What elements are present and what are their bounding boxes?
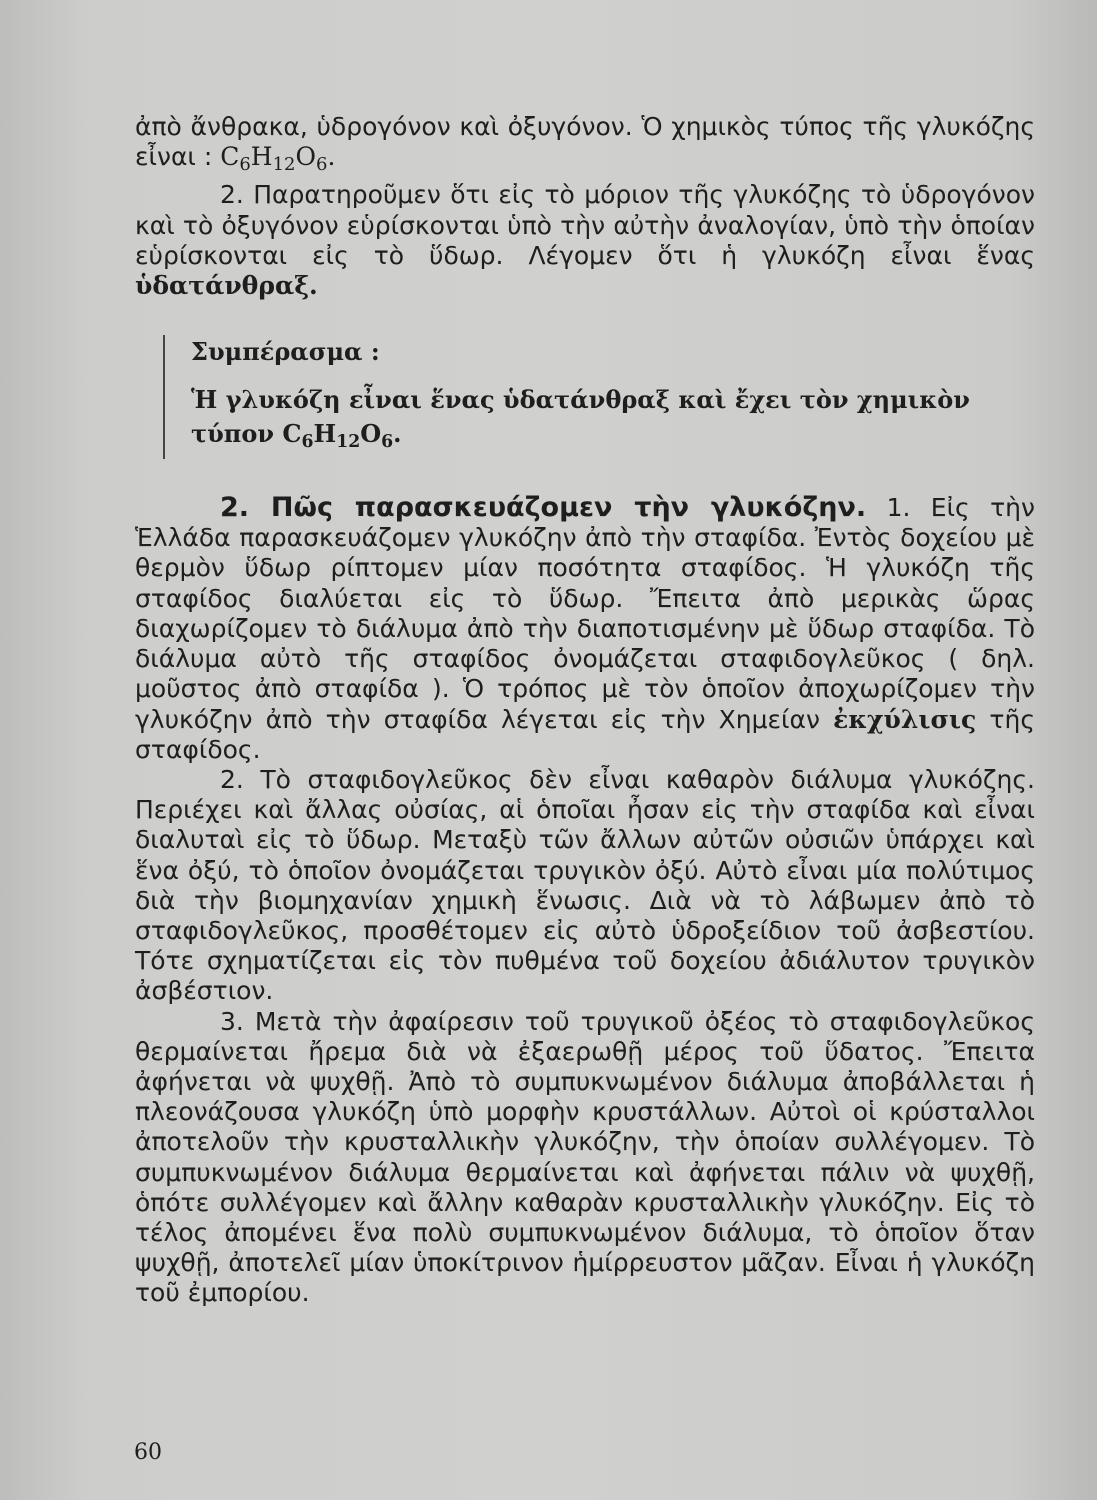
- section-p1-after: τῆς σταφίδος.: [135, 704, 1035, 764]
- section-paragraph-2: 2. Τὸ σταφιδογλεῦκος δὲν εἶναι καθαρὸν διάλυμα γλυκόζης. Περιέχει καὶ ἄλλας οὐσίας, αἱ ὁποῖαι ἦσαν εἰς τὴν σταφίδα καὶ εἶναι διαλυταὶ εἰς τὸ ὕδωρ. Μεταξὺ τῶν ἄλλων αὐτῶν οὐσιῶν ὑπάρχει καὶ ἕνα ὀξύ, τὸ ὁποῖον ὀνομάζεται τρυγικὸν ὀξύ. Αὐτὸ εἶναι μία πολύτιμος διὰ τὴν βιομηχανίαν χημικὴ ἕνωσις. Διὰ νὰ τὸ λάβωμεν ἀπὸ τὸ σταφιδογλεῦκος, προσθέτομεν εἰς αὐτὸ ὑδροξείδιον τοῦ ἀσβεστίου. Τότε σχηματίζεται εἰς τὸν πυθμένα τοῦ δοχείου ἀδιάλυτον τρυγικὸν ἀσβέστιον.: [135, 764, 1035, 1006]
- conclusion-text: Ἡ γλυκόζη εἶναι ἕνας ὑδατάνθραξ καὶ ἔχει τὸν χημικὸν τύπον: [191, 385, 970, 449]
- formula-h: H: [313, 419, 337, 449]
- formula-end: .: [327, 142, 336, 172]
- formula-o: O: [360, 419, 382, 449]
- formula-c-sub: 6: [239, 154, 251, 176]
- paragraph-2: [135, 180, 1035, 301]
- section-heading: 2. Πῶς παρασκευάζομεν τὴν γλυκόζην.: [220, 492, 867, 524]
- intro-paragraph: [135, 112, 1035, 180]
- formula-c-sub: 6: [301, 432, 314, 453]
- paragraph-2-text: 2. Παρατηροῦμεν ὅτι εἰς τὸ μόριον τῆς γλυκόζης τὸ ὑδρογόνον καὶ τὸ ὀξυγόνον εὑρίσκονται ὑπὸ τὴν αὐτὴν ἀναλογίαν, ὑπὸ τὴν ὁποίαν εὑρίσκονται εἰς τὸ ὕδωρ. Λέγομεν ὅτι ἡ γλυκόζη εἶναι ἕνας: [135, 180, 1035, 270]
- page-number: 60: [134, 1440, 162, 1465]
- formula-h: H: [250, 142, 273, 172]
- conclusion-box: [163, 335, 1035, 459]
- conclusion-formula: [282, 419, 402, 453]
- section-paragraph-3: 3. Μετὰ τὴν ἀφαίρεσιν τοῦ τρυγικοῦ ὀξέος τὸ σταφιδογλεῦκος θερμαίνεται ἤρεμα διὰ νὰ ἐξαερωθῇ μέρος τοῦ ὕδατος. Ἔπειτα ἀφήνεται νὰ ψυχθῇ. Ἀπὸ τὸ συμπυκνωμένον διάλυμα ἀποβάλλεται ἡ πλεονάζουσα γλυκόζη ὑπὸ μορφὴν κρυστάλλων. Αὐτοὶ οἱ κρύσταλλοι ἀποτελοῦν τὴν κρυσταλλικὴν γλυκόζην, τὴν ὁποίαν συλλέγομεν. Τὸ συμπυκνωμένον διάλυμα θερμαίνεται καὶ ἀφήνεται πάλιν νὰ ψυχθῇ, ὁπότε συλλέγομεν καὶ ἄλλην καθαρὰν κρυσταλλικὴν γλυκόζην. Εἰς τὸ τέλος ἀπομένει ἕνα πολὺ συμπυκνωμένον διάλυμα, τὸ ὁποῖον ὅταν ψυχθῇ, ἀποτελεῖ μίαν ὑποκίτρινον ἡμίρρευστον μᾶζαν. Εἶναι ἡ γλυκόζη τοῦ ἐμπορίου.: [135, 1006, 1035, 1308]
- formula-o: O: [295, 142, 317, 172]
- extraction-term: ἐκχύλισις: [833, 704, 977, 734]
- formula-end: .: [393, 419, 402, 449]
- formula-c: C: [282, 419, 302, 449]
- carbohydrate-term: ὑδατάνθραξ.: [135, 271, 318, 301]
- formula-o-sub: 6: [381, 432, 394, 453]
- formula-o-sub: 6: [316, 154, 328, 176]
- conclusion-title: Συμπέρασμα :: [191, 337, 380, 367]
- section-paragraph-1: [135, 493, 1035, 765]
- conclusion-body: [191, 383, 1035, 459]
- intro-text: ἀπὸ ἄνθρακα, ὑδρογόνον καὶ ὀξυγόνον. Ὁ χημικὸς τύπος τῆς γλυκόζης εἶναι :: [135, 112, 1035, 172]
- formula-c: C: [220, 142, 240, 172]
- formula-h-sub: 12: [272, 154, 296, 176]
- section-preparation: [135, 493, 1035, 1308]
- glucose-formula: [220, 142, 336, 176]
- page-body: [135, 112, 1035, 1309]
- section-p1-before: 1. Εἰς τὴν Ἑλλάδα παρασκευάζομεν γλυκόζην ἀπὸ τὴν σταφίδα. Ἐντὸς δοχείου μὲ θερμὸν ὕδωρ ρίπτομεν μίαν ποσότητα σταφίδος. Ἡ γλυκόζη τῆς σταφίδος διαλύεται εἰς τὸ ὕδωρ. Ἔπειτα ἀπὸ μερικὰς ὥρας διαχωρίζομεν τὸ διάλυμα ἀπὸ τὴν διαποτισμένην μὲ ὕδωρ σταφίδα. Τὸ διάλυμα αὐτὸ τῆς σταφίδος ὀνομάζεται σταφιδογλεῦκος ( δηλ. μοῦστος ἀπὸ σταφίδα ). Ὁ τρόπος μὲ τὸν ὁποῖον ἀποχωρίζομεν τὴν γλυκόζην ἀπὸ τὴν σταφίδα λέγεται εἰς τὴν Χημείαν: [135, 493, 1035, 734]
- formula-h-sub: 12: [336, 432, 361, 453]
